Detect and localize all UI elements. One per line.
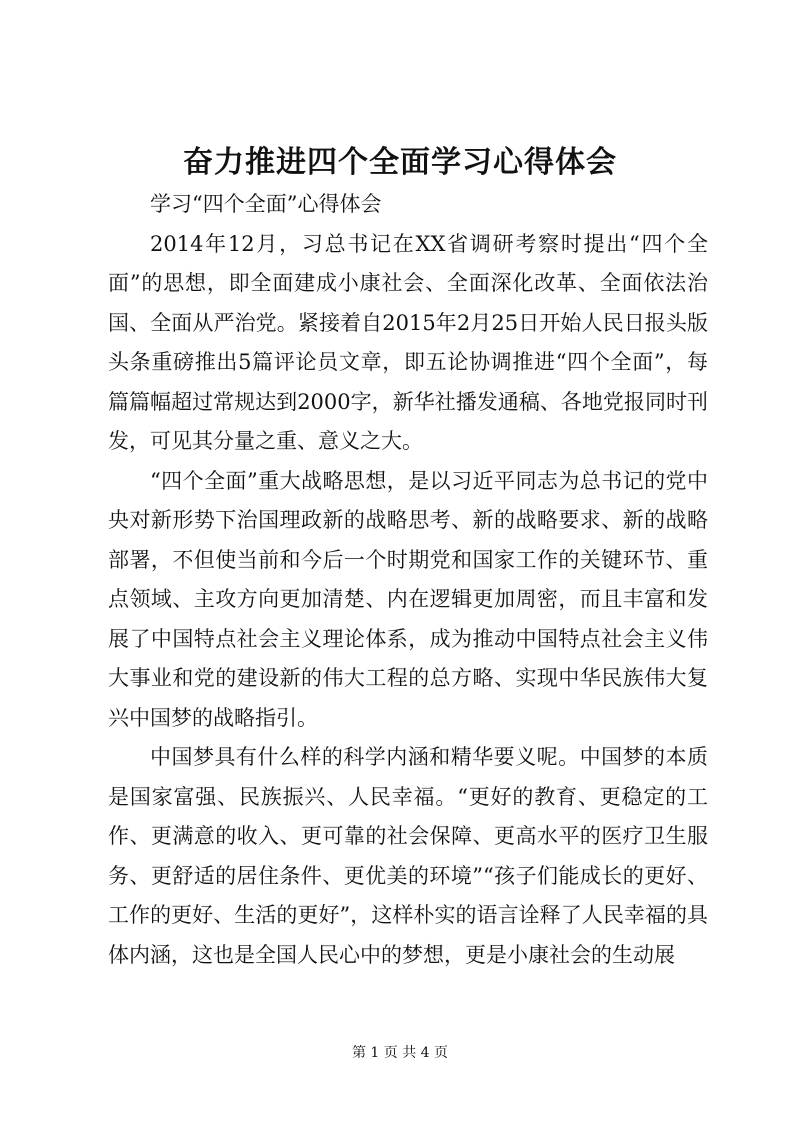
page-title: 奋力推进四个全面学习心得体会	[183, 145, 617, 180]
subtitle-paragraph: 学习“四个全面”心得体会	[150, 192, 382, 216]
body-paragraph-2: “四个全面”重大战略思想，是以习近平同志为总书记的党中央对新形势下治国理政新的战略思考、新的战略要求、新的战略部署，不但使当前和今后一个时期党和国家工作的关键环节、重点领域、主攻方向更加清楚、内在逻辑更加周密，而且丰富和发展了中国特点社会主义理论体系，成为推动中国特点社会主义伟大事业和党的建设新的伟大工程的总方略、实现中华民族伟大复兴中国梦的战略指引。	[108, 468, 708, 730]
document-body	[108, 185, 708, 975]
page-footer	[0, 1043, 800, 1063]
page-number-info: 第 1 页 共 4 页	[351, 1045, 449, 1061]
body-paragraph-1: 2014年12月，习总书记在XX省调研考察时提出“四个全面”的思想，即全面建成小康社会、全面深化改革、全面依法治国、全面从严治党。紧接着自2015年2月25日开始人民日报头版头条重磅推出5篇评论员文章，即五论协调推进“四个全面”，每篇篇幅超过常规达到2000字，新华社播发通稿、各地党报同时刊发，可见其分量之重、意义之大。	[108, 231, 708, 453]
body-paragraph-3: 中国梦具有什么样的科学内涵和精华要义呢。中国梦的本质是国家富强、民族振兴、人民幸福。“更好的教育、更稳定的工作、更满意的收入、更可靠的社会保障、更高水平的医疗卫生服务、更舒适的居住条件、更优美的环境”“孩子们能成长的更好、工作的更好、生活的更好”，这样朴实的语言诠释了人民幸福的具体内涵，这也是全国人民心中的梦想，更是小康社会的生动展	[108, 745, 708, 967]
